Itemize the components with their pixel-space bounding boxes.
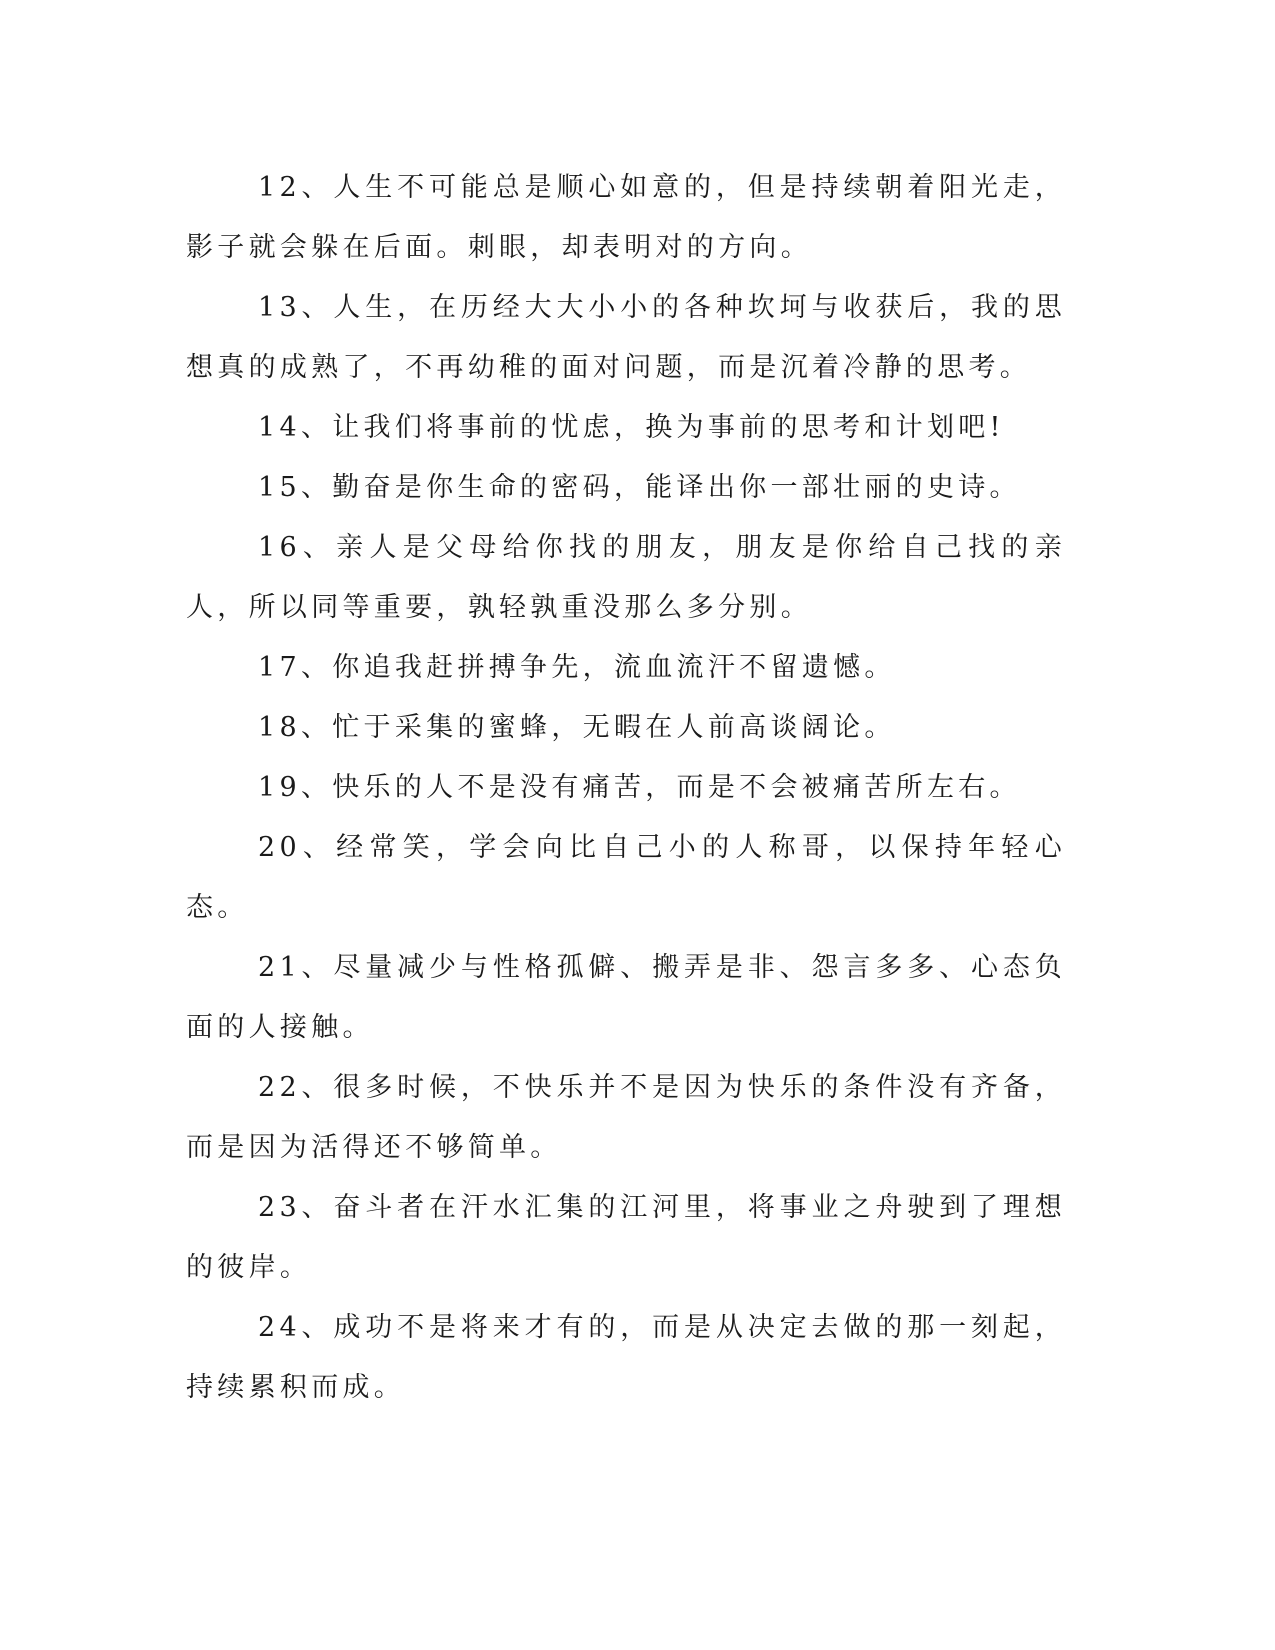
paragraph-23: 23、奋斗者在汗水汇集的江河里，将事业之舟驶到了理想的彼岸。 xyxy=(186,1192,1066,1283)
paragraph-21: 21、尽量减少与性格孤僻、搬弄是非、怨言多多、心态负面的人接触。 xyxy=(186,952,1066,1043)
document-body xyxy=(186,158,1066,1418)
paragraph-12: 12、人生不可能总是顺心如意的，但是持续朝着阳光走，影子就会躲在后面。刺眼，却表明对的方向。 xyxy=(186,172,1066,263)
paragraph-14: 14、让我们将事前的忧虑，换为事前的思考和计划吧! xyxy=(258,412,1005,443)
paragraph-16: 16、亲人是父母给你找的朋友，朋友是你给自己找的亲人，所以同等重要，孰轻孰重没那么多分别。 xyxy=(186,532,1066,623)
paragraph-22: 22、很多时候，不快乐并不是因为快乐的条件没有齐备，而是因为活得还不够简单。 xyxy=(186,1072,1066,1163)
paragraph-17: 17、你追我赶拼搏争先，流血流汗不留遗憾。 xyxy=(258,652,896,683)
paragraph-20: 20、经常笑，学会向比自己小的人称哥，以保持年轻心态。 xyxy=(186,832,1066,923)
paragraph-19: 19、快乐的人不是没有痛苦，而是不会被痛苦所左右。 xyxy=(258,772,1021,803)
paragraph-24: 24、成功不是将来才有的，而是从决定去做的那一刻起，持续累积而成。 xyxy=(186,1312,1066,1403)
paragraph-13: 13、人生，在历经大大小小的各种坎坷与收获后，我的思想真的成熟了，不再幼稚的面对问题，而是沉着冷静的思考。 xyxy=(186,292,1066,383)
paragraph-15: 15、勤奋是你生命的密码，能译出你一部壮丽的史诗。 xyxy=(258,472,1021,503)
paragraph-18: 18、忙于采集的蜜蜂，无暇在人前高谈阔论。 xyxy=(258,712,896,743)
